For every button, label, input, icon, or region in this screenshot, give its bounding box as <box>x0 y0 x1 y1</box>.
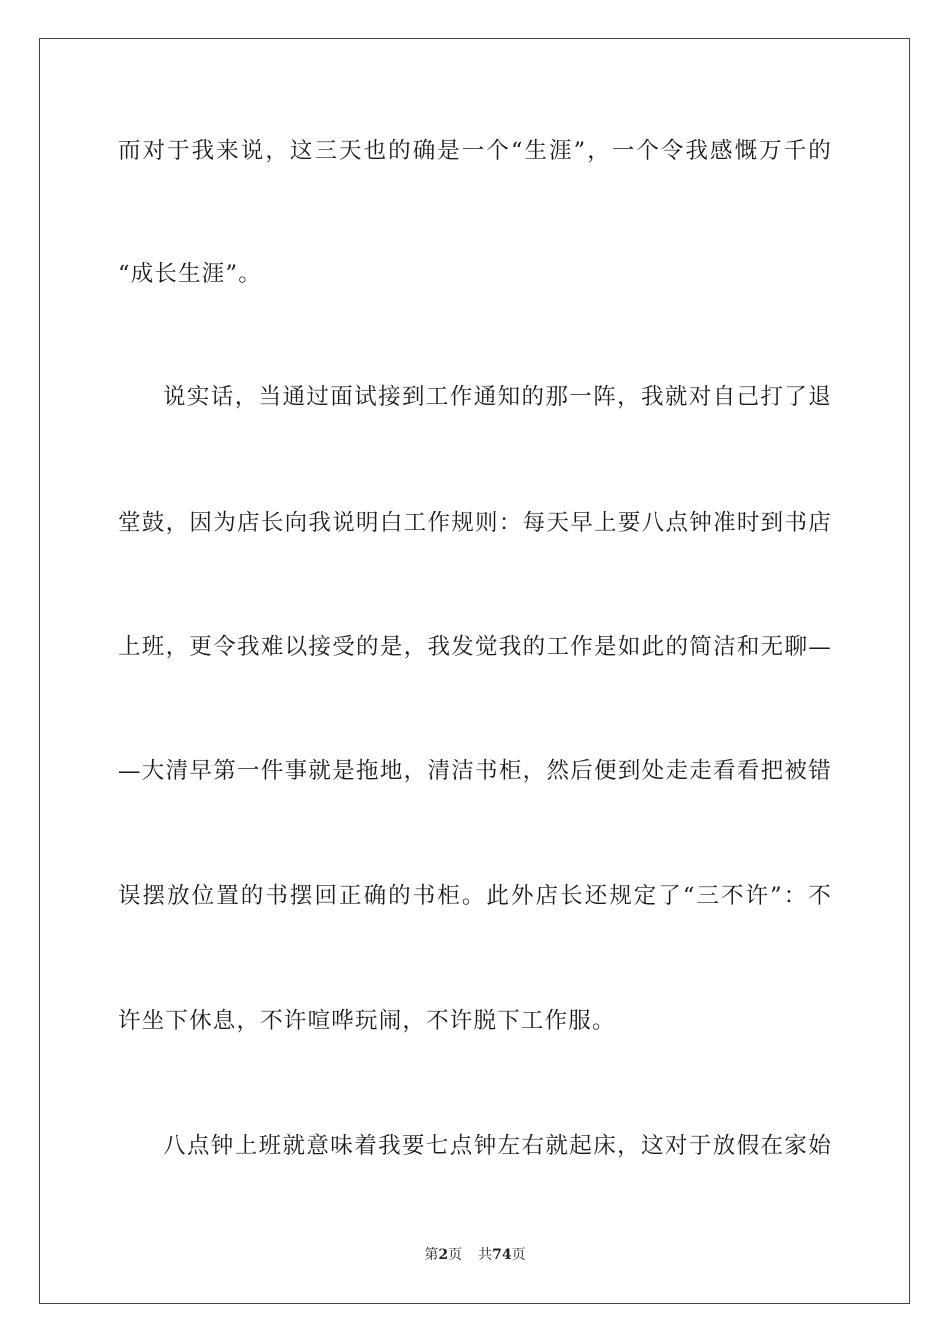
footer-total-number: 74 <box>492 1247 512 1263</box>
footer-total-suffix: 页 <box>511 1247 526 1263</box>
body-line-5: 上班，更令我难以接受的是，我发觉我的工作是如此的简洁和无聊— <box>118 634 832 660</box>
body-line-6: —大清早第一件事就是拖地，清洁书柜，然后便到处走走看看把被错 <box>118 758 832 784</box>
body-line-2: “成长生涯”。 <box>118 261 262 287</box>
body-line-3: 说实话，当通过面试接到工作通知的那一阵，我就对自己打了退 <box>163 384 832 410</box>
footer-page-prefix: 第 <box>424 1247 439 1263</box>
page-frame <box>39 38 910 1304</box>
footer-page-number: 2 <box>438 1247 449 1263</box>
body-line-1: 而对于我来说，这三天也的确是一个“生涯”，一个令我感慨万千的 <box>118 138 832 164</box>
body-line-9: 八点钟上班就意味着我要七点钟左右就起床，这对于放假在家始 <box>163 1133 832 1159</box>
body-line-4: 堂鼓，因为店长向我说明白工作规则：每天早上要八点钟准时到书店 <box>118 510 832 536</box>
page-footer <box>0 1245 950 1265</box>
footer-total-prefix: 共 <box>478 1247 493 1263</box>
body-line-7: 误摆放位置的书摆回正确的书柜。此外店长还规定了“三不许”：不 <box>118 883 832 909</box>
body-line-8: 许坐下休息，不许喧哗玩闹，不许脱下工作服。 <box>118 1008 616 1034</box>
footer-page-suffix: 页 <box>448 1247 463 1263</box>
